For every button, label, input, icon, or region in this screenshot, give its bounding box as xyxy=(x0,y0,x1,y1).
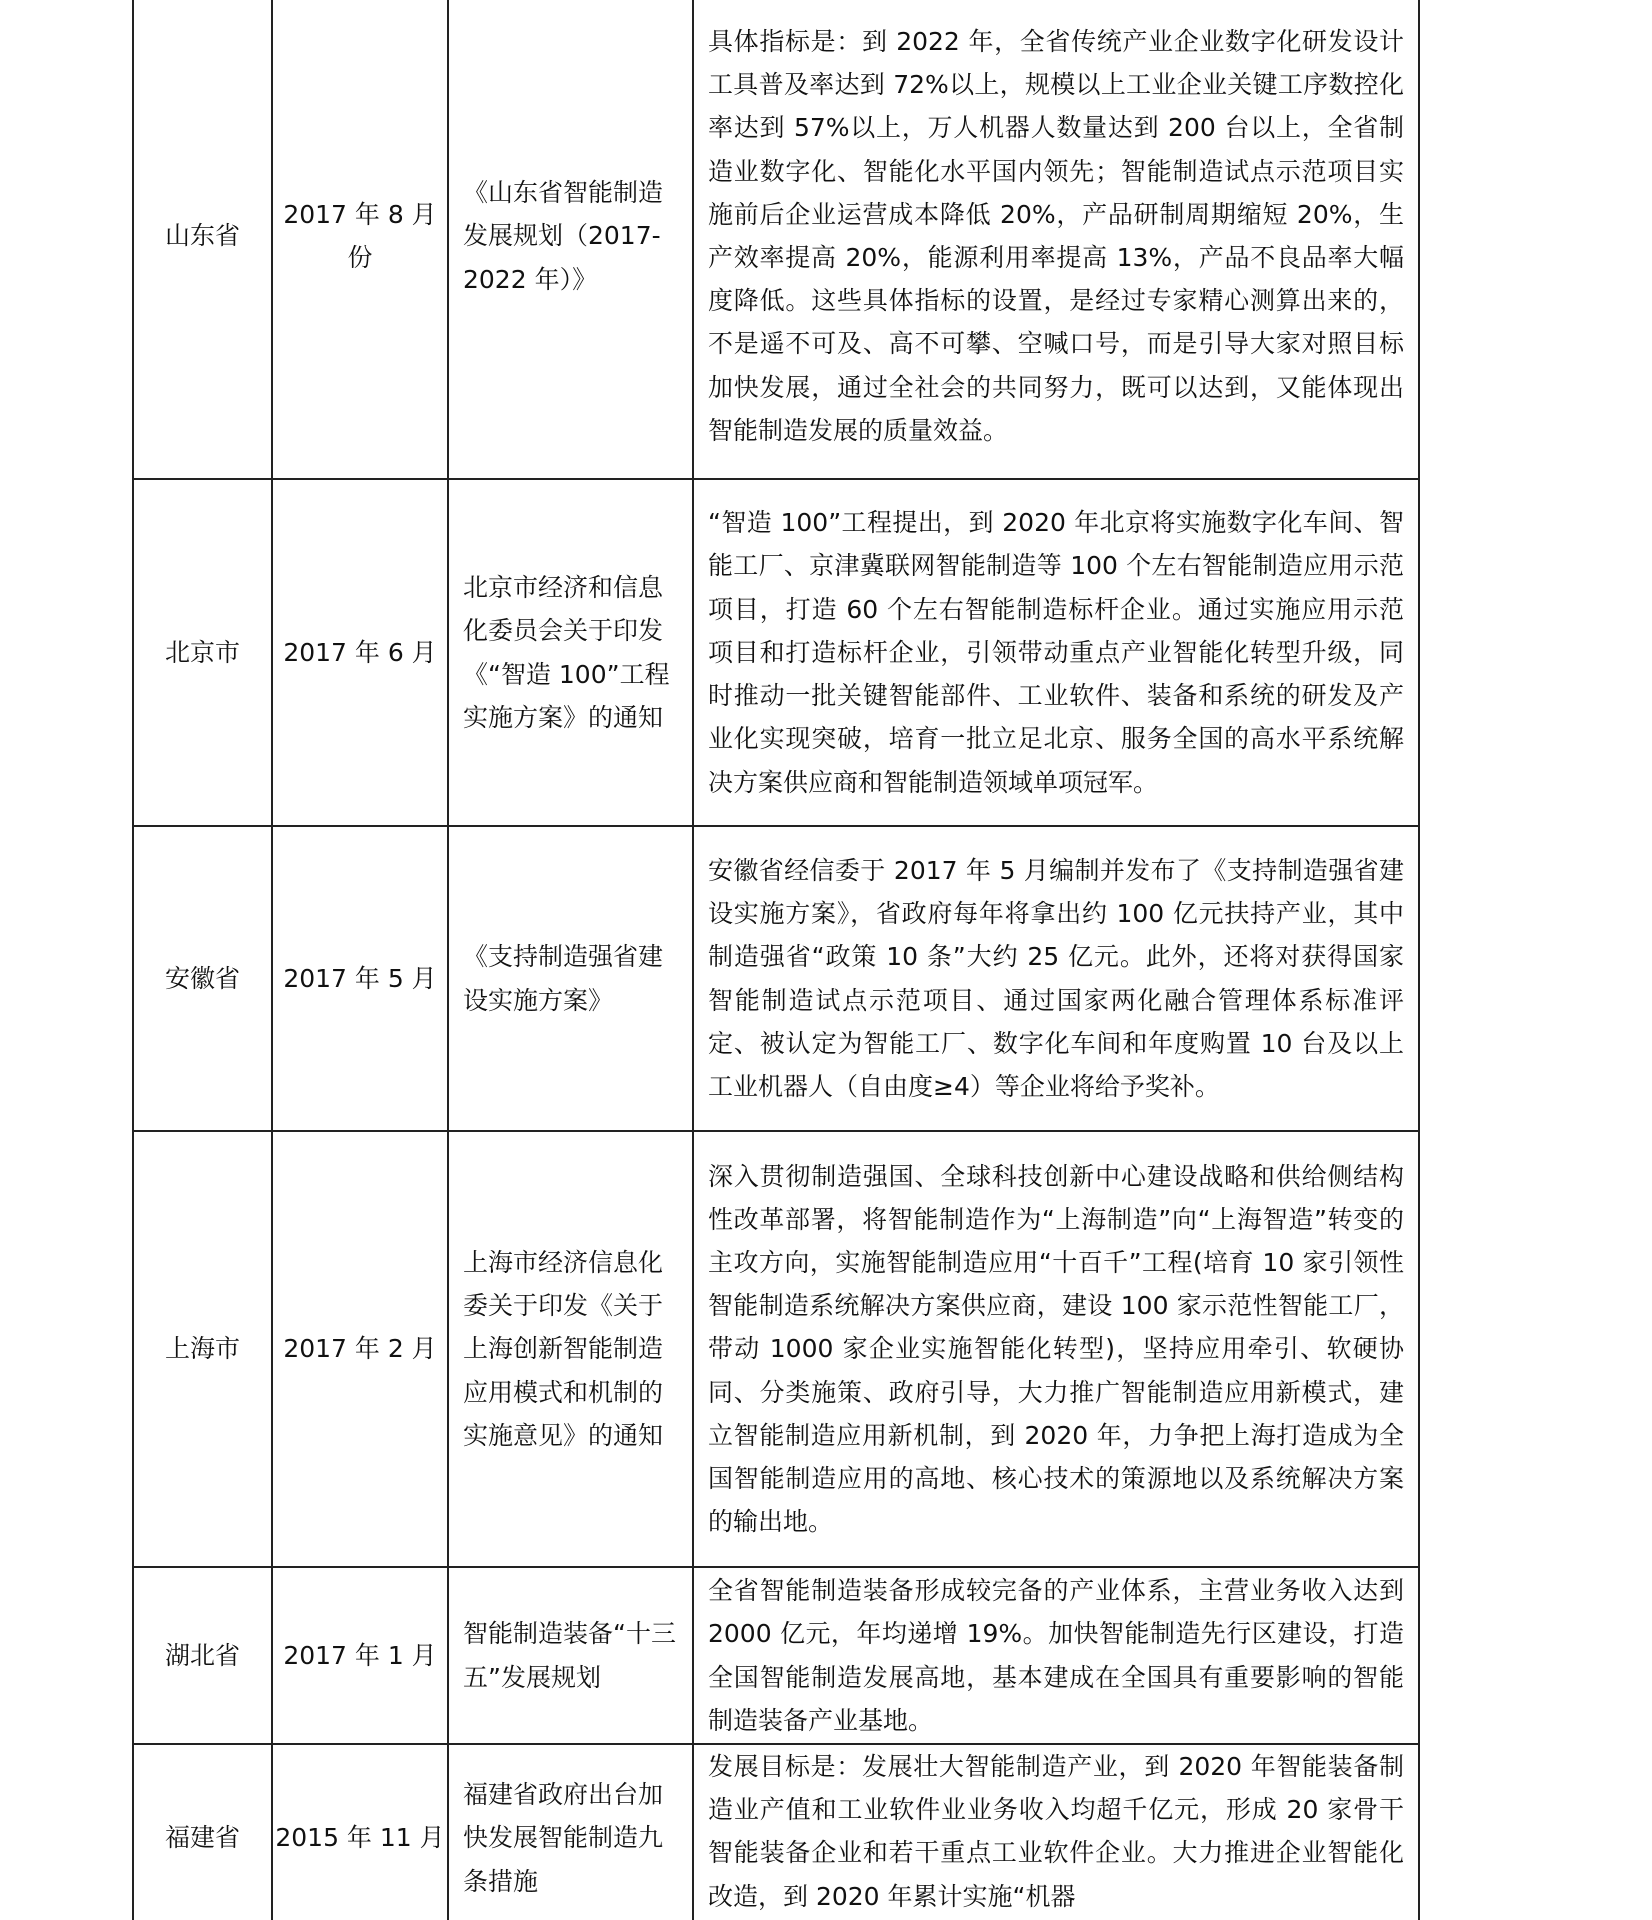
description-cell: “智造 100”工程提出，到 2020 年北京将实施数字化车间、智能工厂、京津冀联网智能制造等 100 个左右智能制造应用示范项目，打造 60 个左右智能制造标杆企业。通过实施应用示范项目和打造标杆企业，引领带动重点产业智能化转型升级，同时推动一批关键智能部件、工业软件、装备和系统的研发及产业化实现突破，培育一批立足北京、服务全国的高水平系统解决方案供应商和智能制造领域单项冠军。 xyxy=(693,479,1419,826)
region-cell: 北京市 xyxy=(133,479,272,826)
policy-title-cell: 福建省政府出台加快发展智能制造九条措施 xyxy=(448,1744,693,1920)
table-row xyxy=(133,826,1419,1131)
table-row xyxy=(133,479,1419,826)
table-row xyxy=(133,1567,1419,1744)
description-cell: 全省智能制造装备形成较完备的产业体系，主营业务收入达到 2000 亿元，年均递增 19%。加快智能制造先行区建设，打造全国智能制造发展高地，基本建成在全国具有重要影响的智能制造装备产业基地。 xyxy=(693,1567,1419,1744)
region-cell: 湖北省 xyxy=(133,1567,272,1744)
region-cell: 上海市 xyxy=(133,1131,272,1567)
policy-title-cell: 北京市经济和信息化委员会关于印发《“智造 100”工程实施方案》的通知 xyxy=(448,479,693,826)
policy-title-cell: 上海市经济信息化委关于印发《关于上海创新智能制造应用模式和机制的实施意见》的通知 xyxy=(448,1131,693,1567)
description-cell: 具体指标是：到 2022 年，全省传统产业企业数字化研发设计工具普及率达到 72%以上，规模以上工业企业关键工序数控化率达到 57%以上，万人机器人数量达到 200 台以上，全省制造业数字化、智能化水平国内领先；智能制造试点示范项目实施前后企业运营成本降低 20%，产品研制周期缩短 20%，生产效率提高 20%，能源利用率提高 13%，产品不良品率大幅度降低。这些具体指标的设置，是经过专家精心测算出来的，不是遥不可及、高不可攀、空喊口号，而是引导大家对照目标加快发展，通过全社会的共同努力，既可以达到，又能体现出智能制造发展的质量效益。 xyxy=(693,0,1419,479)
description-cell: 发展目标是：发展壮大智能制造产业，到 2020 年智能装备制造业产值和工业软件业业务收入均超千亿元，形成 20 家骨干智能装备企业和若干重点工业软件企业。大力推进企业智能化改造，到 2020 年累计实施“机器 xyxy=(693,1744,1419,1920)
description-cell: 深入贯彻制造强国、全球科技创新中心建设战略和供给侧结构性改革部署，将智能制造作为“上海制造”向“上海智造”转变的主攻方向，实施智能制造应用“十百千”工程(培育 10 家引领性智能制造系统解决方案供应商，建设 100 家示范性智能工厂，带动 1000 家企业实施智能化转型)，坚持应用牵引、软硬协同、分类施策、政府引导，大力推广智能制造应用新模式，建立智能制造应用新机制，到 2020 年，力争把上海打造成为全国智能制造应用的高地、核心技术的策源地以及系统解决方案的输出地。 xyxy=(693,1131,1419,1567)
date-cell: 2017 年 5 月 xyxy=(272,826,448,1131)
date-cell: 2017 年 8 月份 xyxy=(272,0,448,479)
region-cell: 福建省 xyxy=(133,1744,272,1920)
policy-title-cell: 《山东省智能制造发展规划（2017-2022 年）》 xyxy=(448,0,693,479)
policy-title-cell: 智能制造装备“十三五”发展规划 xyxy=(448,1567,693,1744)
date-cell: 2017 年 6 月 xyxy=(272,479,448,826)
region-cell: 山东省 xyxy=(133,0,272,479)
description-cell: 安徽省经信委于 2017 年 5 月编制并发布了《支持制造强省建设实施方案》，省政府每年将拿出约 100 亿元扶持产业，其中制造强省“政策 10 条”大约 25 亿元。此外，还将对获得国家智能制造试点示范项目、通过国家两化融合管理体系标准评定、被认定为智能工厂、数字化车间和年度购置 10 台及以上工业机器人（自由度≥4）等企业将给予奖补。 xyxy=(693,826,1419,1131)
region-cell: 安徽省 xyxy=(133,826,272,1131)
date-cell: 2017 年 1 月 xyxy=(272,1567,448,1744)
date-cell: 2015 年 11 月 xyxy=(272,1744,448,1920)
date-cell: 2017 年 2 月 xyxy=(272,1131,448,1567)
table-row xyxy=(133,1131,1419,1567)
table-row xyxy=(133,0,1419,479)
table-row xyxy=(133,1744,1419,1920)
policy-title-cell: 《支持制造强省建设实施方案》 xyxy=(448,826,693,1131)
policy-table xyxy=(132,0,1420,1920)
